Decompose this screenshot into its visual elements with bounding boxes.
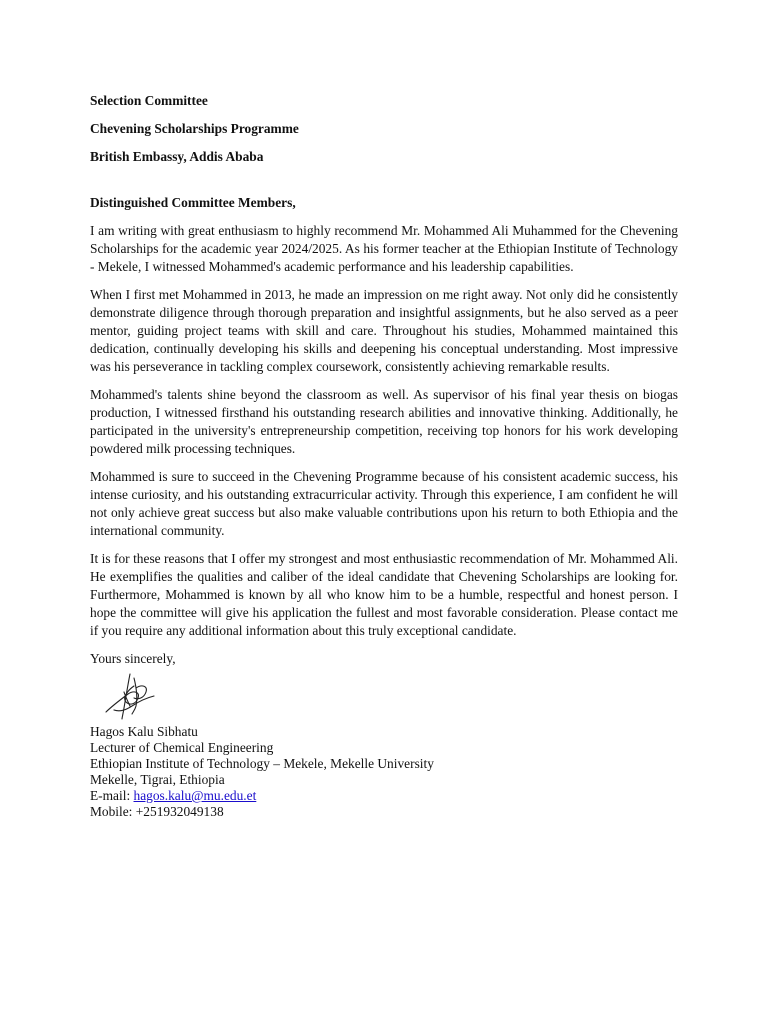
signer-email-line: [90, 788, 678, 804]
salutation: Distinguished Committee Members,: [90, 195, 296, 210]
body-paragraph-2: When I first met Mohammed in 2013, he made an impression on me right away. Not only did he consistently demonstrate diligence through thorough preparation and insightful assignments, but he also served as a peer mentor, guiding project teams with skill and care. Throughout his studies, Mohammed maintained this dedication, continually developing his skills and deepening his conceptual understanding. Most impressive was his perseverance in tackling complex coursework, consistently achieving remarkable results.: [90, 287, 678, 374]
signer-location: Mekelle, Tigrai, Ethiopia: [90, 772, 225, 787]
email-link[interactable]: hagos.kalu@mu.edu.et: [133, 788, 257, 803]
signer-institution: Ethiopian Institute of Technology – Mekele, Mekelle University: [90, 756, 434, 771]
body-paragraph-3: Mohammed's talents shine beyond the classroom as well. As supervisor of his final year thesis on biogas production, I witnessed firsthand his outstanding research abilities and innovative thinking. Additionally, he participated in the university's entrepreneurship competition, receiving top honors for his work developing powdered milk processing techniques.: [90, 387, 678, 456]
recipient-line-3: British Embassy, Addis Ababa: [90, 149, 264, 164]
letter-page: [90, 92, 678, 820]
closing: Yours sincerely,: [90, 651, 176, 666]
signer-name: Hagos Kalu Sibhatu: [90, 724, 198, 739]
recipient-line-2: Chevening Scholarships Programme: [90, 121, 299, 136]
body-paragraph-5: It is for these reasons that I offer my strongest and most enthusiastic recommendation of Mr. Mohammed Ali. He exemplifies the qualities and caliber of the ideal candidate that Chevening Scholarships are looking for. Furthermore, Mohammed is known by all who know him to be a humble, respectful and honest person. I hope the committee will give his application the fullest and most favorable consideration. Please contact me if you require any additional information about this truly exceptional candidate.: [90, 551, 678, 638]
signer-mobile: Mobile: +251932049138: [90, 804, 224, 819]
email-label: E-mail:: [90, 788, 134, 803]
body-paragraph-4: Mohammed is sure to succeed in the Chevening Programme because of his consistent academic success, his intense curiosity, and his outstanding extracurricular activity. Through this experience, I am confident he will not only achieve great success but also make valuable contributions upon his return to both Ethiopia and the international community.: [90, 469, 678, 538]
signature-block: [90, 724, 678, 820]
body-paragraph-1: I am writing with great enthusiasm to highly recommend Mr. Mohammed Ali Muhammed for the Chevening Scholarships for the academic year 2024/2025. As his former teacher at the Ethiopian Institute of Technology - Mekele, I witnessed Mohammed's academic performance and his leadership capabilities.: [90, 223, 678, 274]
handwritten-signature: [100, 672, 162, 720]
recipient-line-1: Selection Committee: [90, 93, 208, 108]
signer-title: Lecturer of Chemical Engineering: [90, 740, 274, 755]
